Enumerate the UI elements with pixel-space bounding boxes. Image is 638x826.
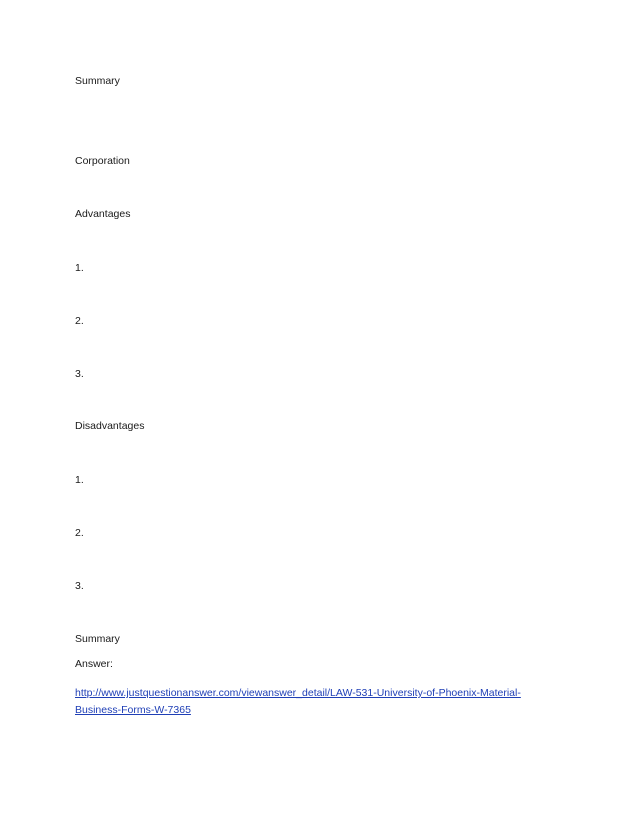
disadvantage-item-1: 1. bbox=[75, 474, 84, 486]
answer-label: Answer: bbox=[75, 658, 113, 670]
disadvantage-item-3: 3. bbox=[75, 580, 84, 592]
advantages-heading: Advantages bbox=[75, 208, 131, 220]
advantage-item-1: 1. bbox=[75, 262, 84, 274]
answer-link[interactable]: http://www.justquestionanswer.com/viewanswer_detail/LAW-531-University-of-Phoenix-Material-Business-Forms-W-7365 bbox=[75, 687, 521, 716]
summary-heading-bottom: Summary bbox=[75, 633, 120, 645]
disadvantages-heading: Disadvantages bbox=[75, 420, 145, 432]
disadvantage-item-2: 2. bbox=[75, 527, 84, 539]
advantage-item-2: 2. bbox=[75, 315, 84, 327]
summary-heading-top: Summary bbox=[75, 75, 120, 87]
corporation-heading: Corporation bbox=[75, 155, 130, 167]
advantage-item-3: 3. bbox=[75, 368, 84, 380]
